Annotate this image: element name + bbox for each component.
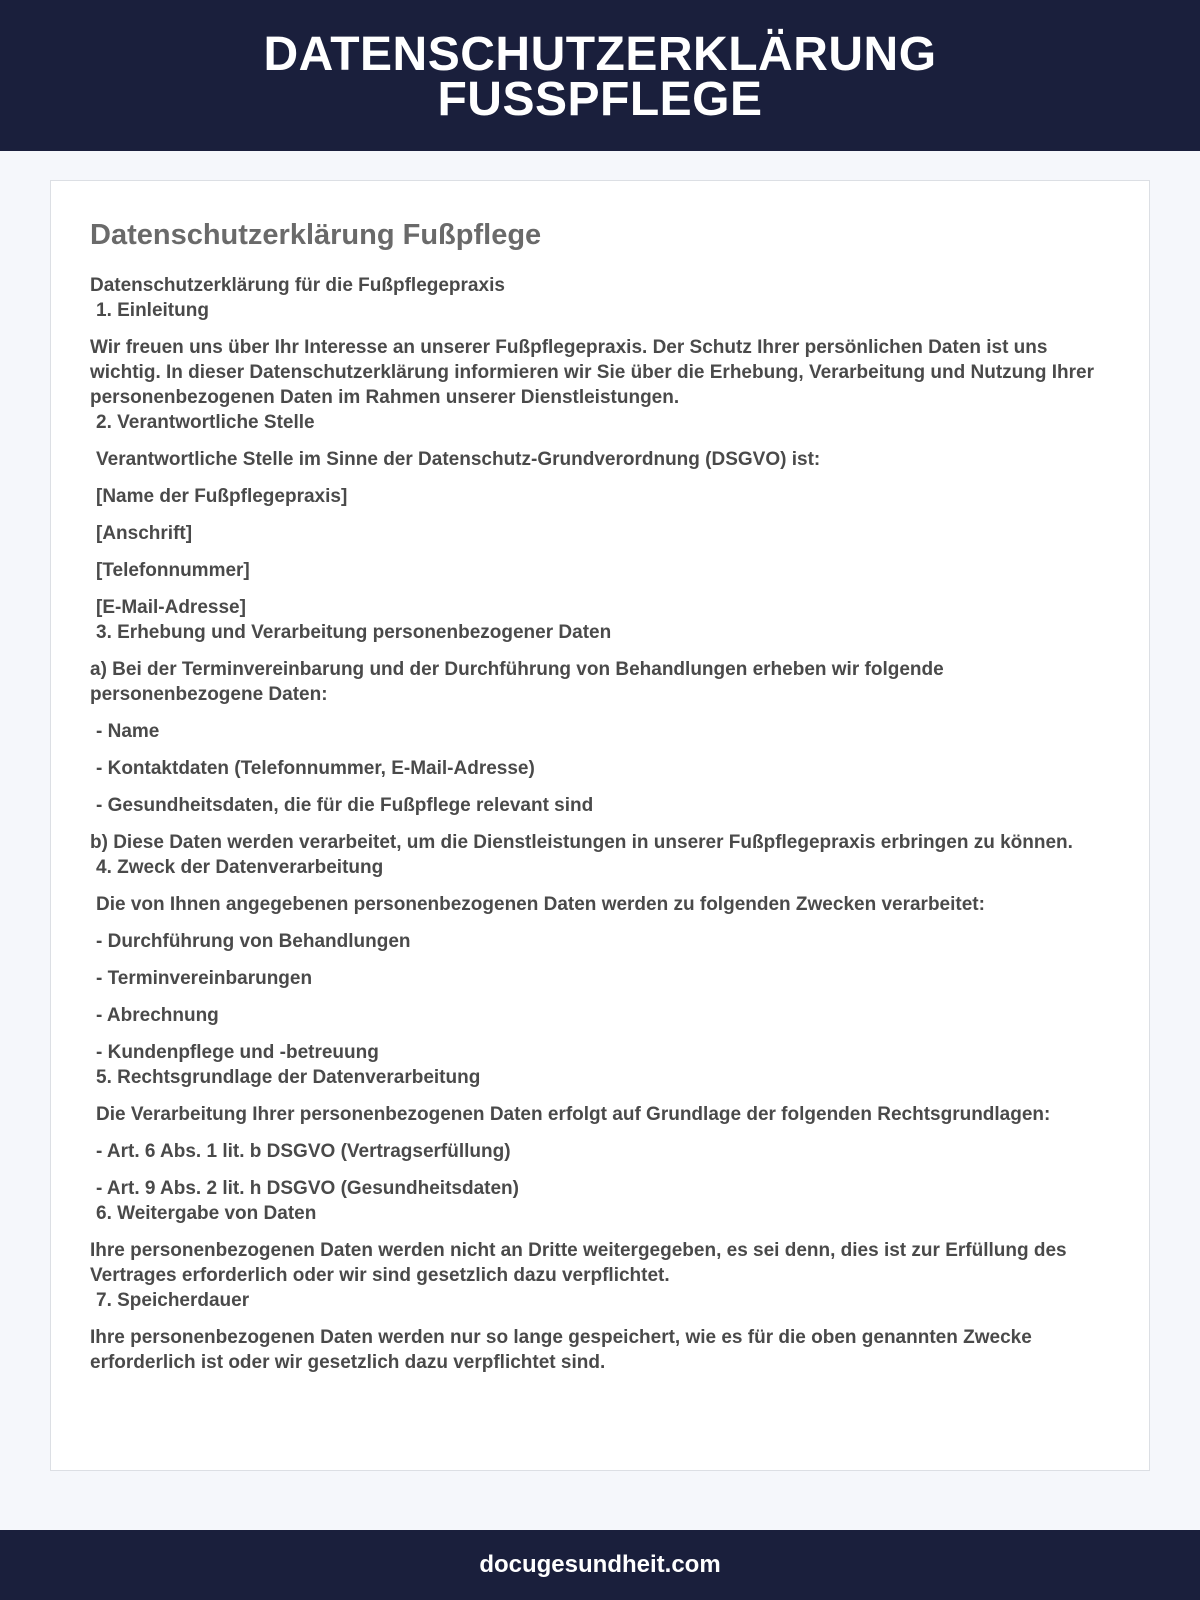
footer-site-link[interactable]: docugesundheit.com [479,1551,721,1578]
page-title-line-2: FUSSPFLEGE [437,72,763,126]
paragraph-intro: Wir freuen uns über Ihr Interesse an unserer Fußpflegepraxis. Der Schutz Ihrer persönlichen Daten ist uns wichtig. In dieser Datenschutzerklärung informieren wir Sie über die Erhebung, Verarbeitung und Nutzung Ihrer personenbezogenen Daten im Rahmen unserer Dienstleistungen. [90,337,1094,408]
paragraph-responsible: Verantwortliche Stelle im Sinne der Datenschutz-Grundverordnung (DSGVO) ist: [96,449,821,470]
section-heading-6: 6. Weitergabe von Daten [96,1203,317,1224]
paragraph-processing: b) Diese Daten werden verarbeitet, um die Dienstleistungen in unserer Fußpflegepraxis erbringen zu können. [90,832,1073,853]
main-content [0,151,1200,1530]
document-heading: Datenschutzerklärung Fußpflege [90,219,542,251]
section-heading-1: 1. Einleitung [96,300,209,321]
placeholder-address: [Anschrift] [96,523,193,544]
section-heading-5: 5. Rechtsgrundlage der Datenverarbeitung [96,1067,481,1088]
paragraph-purpose: Die von Ihnen angegebenen personenbezogenen Daten werden zu folgenden Zwecken verarbeitet: [96,894,985,915]
paragraph-collection: a) Bei der Terminvereinbarung und der Durchführung von Behandlungen erheben wir folgende personenbezogene Daten: [90,659,944,705]
section-heading-2: 2. Verantwortliche Stelle [96,412,315,433]
placeholder-email: [E-Mail-Adresse] [96,597,246,618]
list-item: - Name [96,721,160,742]
page-footer [0,1530,1200,1600]
list-item: - Gesundheitsdaten, die für die Fußpflege relevant sind [96,795,594,816]
list-item: - Art. 6 Abs. 1 lit. b DSGVO (Vertragserfüllung) [96,1141,511,1162]
document-body [90,273,1110,1375]
list-item: - Abrechnung [96,1005,219,1026]
list-item: - Kontaktdaten (Telefonnummer, E-Mail-Adresse) [96,758,535,779]
section-heading-4: 4. Zweck der Datenverarbeitung [96,857,384,878]
list-item: - Durchführung von Behandlungen [96,931,411,952]
list-item: - Kundenpflege und -betreuung [96,1042,379,1063]
list-item: - Terminvereinbarungen [96,968,313,989]
paragraph-legal-basis: Die Verarbeitung Ihrer personenbezogenen Daten erfolgt auf Grundlage der folgenden Rechtsgrundlagen: [96,1104,1051,1125]
placeholder-name: [Name der Fußpflegepraxis] [96,486,348,507]
placeholder-phone: [Telefonnummer] [96,560,250,581]
section-heading-7: 7. Speicherdauer [96,1290,250,1311]
paragraph-disclosure: Ihre personenbezogenen Daten werden nicht an Dritte weitergegeben, es sei denn, dies ist zur Erfüllung des Vertrages erforderlich oder wir sind gesetzlich dazu verpflichtet. [90,1240,1067,1286]
section-heading-3: 3. Erhebung und Verarbeitung personenbezogener Daten [96,622,612,643]
list-item: - Art. 9 Abs. 2 lit. h DSGVO (Gesundheitsdaten) [96,1178,519,1199]
paragraph-retention: Ihre personenbezogenen Daten werden nur so lange gespeichert, wie es für die oben genannten Zwecke erforderlich ist oder wir gesetzlich dazu verpflichtet sind. [90,1327,1032,1373]
page-title-line-1: DATENSCHUTZERKLÄRUNG [263,27,937,81]
page-header [0,0,1200,151]
doc-subtitle: Datenschutzerklärung für die Fußpflegepraxis [90,275,505,296]
document-card [50,180,1150,1471]
